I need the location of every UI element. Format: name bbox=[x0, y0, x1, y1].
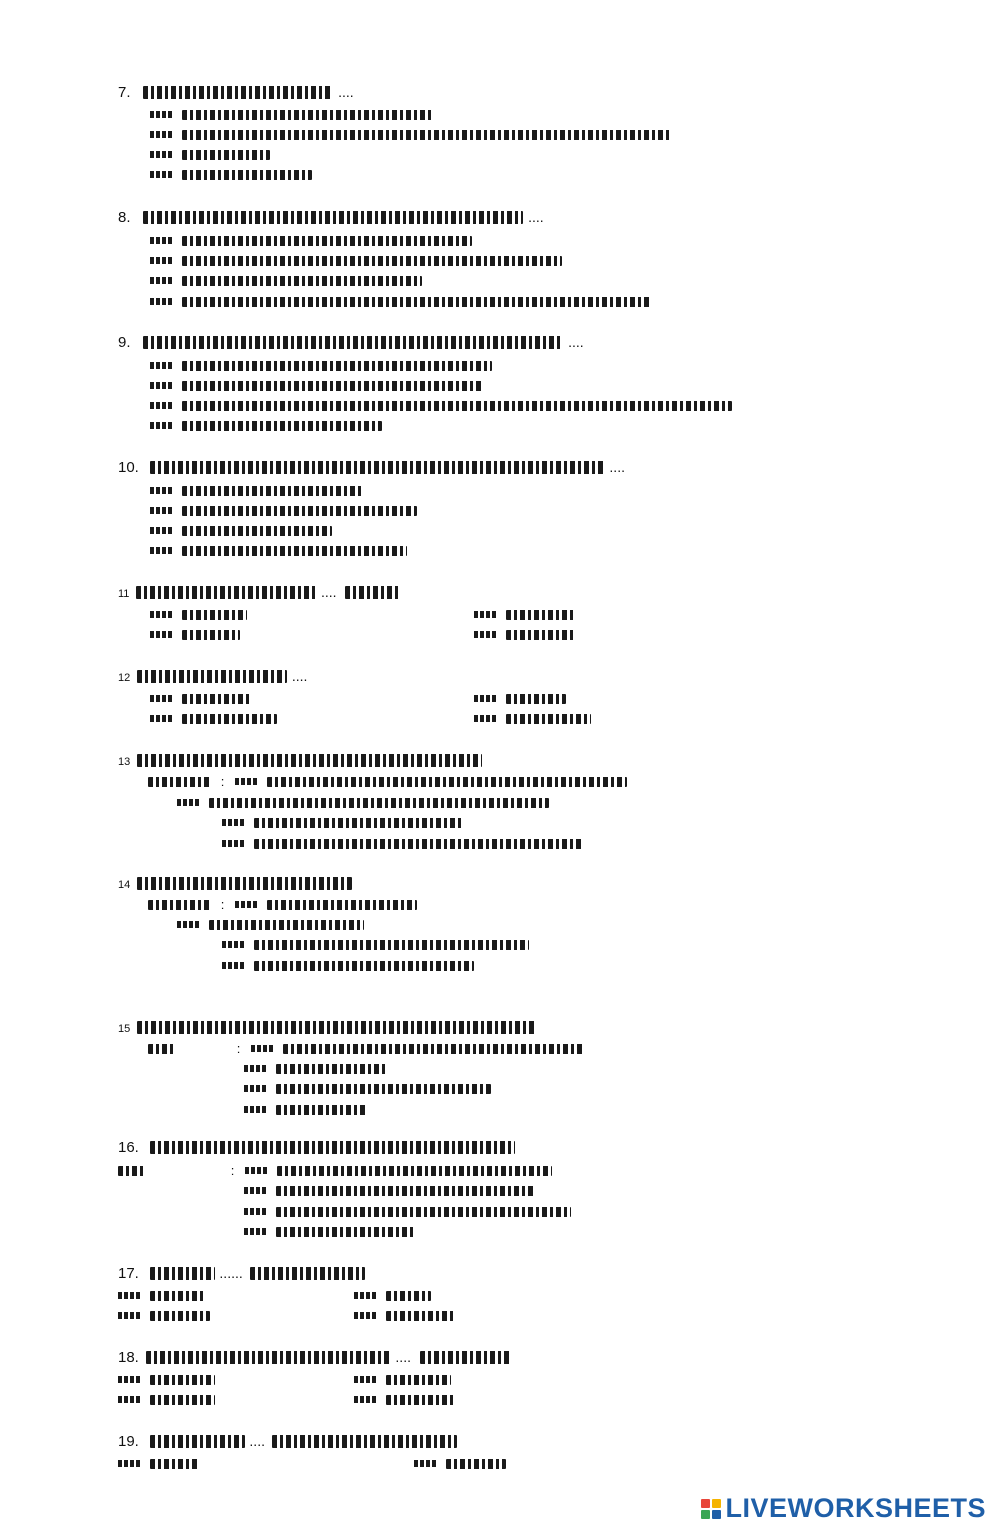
option-line[interactable] bbox=[150, 415, 382, 435]
script-text bbox=[506, 630, 576, 640]
option-marker bbox=[245, 1167, 267, 1174]
blank-ellipsis: .... bbox=[609, 459, 625, 475]
script-text bbox=[150, 1459, 198, 1469]
option-marker bbox=[150, 382, 172, 389]
option-marker bbox=[150, 402, 172, 409]
option-line[interactable] bbox=[150, 604, 247, 624]
question-number: 8. bbox=[118, 209, 131, 226]
option-line[interactable] bbox=[150, 688, 252, 708]
script-text bbox=[276, 1064, 386, 1074]
script-text bbox=[182, 546, 407, 556]
script-text bbox=[182, 486, 362, 496]
script-text bbox=[182, 130, 672, 140]
option-marker bbox=[150, 631, 172, 638]
option-marker bbox=[150, 507, 172, 514]
script-text bbox=[506, 714, 591, 724]
script-text bbox=[267, 900, 417, 910]
option-line[interactable] bbox=[150, 355, 492, 375]
option-line[interactable] bbox=[244, 1058, 386, 1078]
option-marker bbox=[150, 237, 172, 244]
blank-ellipsis: ...... bbox=[219, 1265, 243, 1281]
option-line[interactable] bbox=[222, 812, 464, 832]
question-stem bbox=[118, 1263, 365, 1283]
option-line[interactable] bbox=[150, 164, 312, 184]
option-line[interactable] bbox=[222, 934, 529, 954]
option-line[interactable] bbox=[150, 230, 472, 250]
option-line[interactable] bbox=[150, 480, 362, 500]
script-text bbox=[137, 670, 287, 683]
option-line[interactable] bbox=[118, 1160, 552, 1180]
option-line[interactable] bbox=[150, 395, 732, 415]
option-line[interactable] bbox=[150, 291, 652, 311]
colon-separator: : bbox=[236, 1041, 241, 1056]
script-text bbox=[272, 1435, 457, 1448]
option-line[interactable] bbox=[148, 1038, 583, 1058]
option-line[interactable] bbox=[118, 1369, 215, 1389]
option-line[interactable] bbox=[148, 771, 627, 791]
option-marker bbox=[150, 547, 172, 554]
option-marker bbox=[118, 1396, 140, 1403]
script-text bbox=[506, 694, 566, 704]
option-marker bbox=[118, 1312, 140, 1319]
question-number: 17. bbox=[118, 1265, 139, 1282]
script-text bbox=[137, 877, 352, 890]
option-marker bbox=[354, 1376, 376, 1383]
script-text bbox=[254, 940, 529, 950]
blank-ellipsis: .... bbox=[395, 1349, 411, 1365]
option-line[interactable] bbox=[244, 1099, 366, 1119]
question-stem bbox=[118, 1017, 537, 1037]
script-text bbox=[182, 401, 732, 411]
question-number: 12 bbox=[118, 672, 131, 684]
option-marker bbox=[150, 111, 172, 118]
script-text bbox=[150, 1435, 245, 1448]
option-line[interactable] bbox=[150, 540, 407, 560]
script-text bbox=[182, 170, 312, 180]
question-stem bbox=[118, 1137, 515, 1157]
script-text bbox=[182, 256, 562, 266]
script-text bbox=[182, 361, 492, 371]
script-text bbox=[150, 461, 605, 474]
option-line[interactable] bbox=[150, 624, 240, 644]
question-number: 11 bbox=[118, 588, 130, 600]
option-marker bbox=[414, 1460, 436, 1467]
option-line[interactable] bbox=[354, 1369, 451, 1389]
option-line[interactable] bbox=[150, 104, 432, 124]
blank-ellipsis: .... bbox=[568, 334, 584, 350]
option-line[interactable] bbox=[354, 1305, 456, 1325]
option-marker bbox=[118, 1292, 140, 1299]
option-line[interactable] bbox=[414, 1453, 506, 1473]
option-line[interactable] bbox=[150, 375, 482, 395]
question-stem bbox=[118, 82, 354, 102]
option-line[interactable] bbox=[474, 604, 576, 624]
option-marker bbox=[474, 611, 496, 618]
option-line[interactable] bbox=[150, 270, 422, 290]
colon-separator: : bbox=[220, 897, 225, 912]
option-marker bbox=[150, 422, 172, 429]
option-line[interactable] bbox=[177, 792, 549, 812]
question-stem bbox=[118, 457, 625, 477]
option-marker bbox=[150, 362, 172, 369]
option-marker bbox=[150, 487, 172, 494]
question-stem bbox=[118, 750, 482, 770]
colon-separator: : bbox=[230, 1163, 235, 1178]
blank-ellipsis: .... bbox=[249, 1433, 265, 1449]
option-marker bbox=[222, 962, 244, 969]
script-text bbox=[276, 1227, 416, 1237]
option-line[interactable] bbox=[118, 1389, 215, 1409]
option-line[interactable] bbox=[150, 500, 417, 520]
option-line[interactable] bbox=[244, 1180, 534, 1200]
script-text bbox=[277, 1166, 552, 1176]
option-marker bbox=[150, 151, 172, 158]
option-line[interactable] bbox=[118, 1305, 210, 1325]
option-marker bbox=[150, 171, 172, 178]
option-marker bbox=[244, 1106, 266, 1113]
script-text bbox=[137, 754, 482, 767]
script-text bbox=[148, 777, 210, 787]
option-marker bbox=[150, 277, 172, 284]
script-text bbox=[276, 1084, 491, 1094]
question-number: 13 bbox=[118, 756, 131, 768]
script-text bbox=[143, 211, 523, 224]
script-text bbox=[182, 150, 270, 160]
option-line[interactable] bbox=[474, 708, 591, 728]
option-marker bbox=[244, 1228, 266, 1235]
script-text bbox=[150, 1311, 210, 1321]
question-stem bbox=[118, 582, 400, 602]
option-marker bbox=[222, 941, 244, 948]
script-text bbox=[182, 236, 472, 246]
option-marker bbox=[150, 257, 172, 264]
option-line[interactable] bbox=[474, 688, 566, 708]
blank-ellipsis: .... bbox=[291, 668, 308, 684]
script-text bbox=[182, 297, 652, 307]
script-text bbox=[150, 1291, 205, 1301]
option-marker bbox=[474, 715, 496, 722]
script-text bbox=[182, 714, 277, 724]
option-line[interactable] bbox=[354, 1389, 454, 1409]
option-marker bbox=[118, 1460, 140, 1467]
blank-ellipsis: .... bbox=[338, 84, 354, 100]
script-text bbox=[209, 920, 364, 930]
question-stem bbox=[118, 666, 307, 686]
logo-square bbox=[701, 1510, 710, 1519]
option-line[interactable] bbox=[118, 1453, 198, 1473]
option-line[interactable] bbox=[244, 1221, 416, 1241]
option-marker bbox=[222, 819, 244, 826]
question-stem bbox=[118, 207, 544, 227]
option-marker bbox=[235, 901, 257, 908]
option-marker bbox=[150, 131, 172, 138]
liveworksheets-logo-icon bbox=[701, 1499, 721, 1519]
script-text bbox=[276, 1207, 571, 1217]
script-text bbox=[150, 1267, 215, 1280]
script-text bbox=[118, 1166, 144, 1176]
option-marker bbox=[244, 1187, 266, 1194]
script-text bbox=[182, 110, 432, 120]
option-line[interactable] bbox=[148, 894, 417, 914]
option-line[interactable] bbox=[244, 1201, 571, 1221]
liveworksheets-brand[interactable] bbox=[701, 1493, 986, 1524]
option-marker bbox=[354, 1396, 376, 1403]
script-text bbox=[506, 610, 576, 620]
option-line[interactable] bbox=[474, 624, 576, 644]
question-stem bbox=[118, 1431, 457, 1451]
option-line[interactable] bbox=[244, 1078, 491, 1098]
script-text bbox=[182, 506, 417, 516]
option-line[interactable] bbox=[150, 708, 277, 728]
logo-square bbox=[701, 1499, 710, 1508]
script-text bbox=[182, 610, 247, 620]
script-text bbox=[150, 1375, 215, 1385]
script-text bbox=[146, 1351, 391, 1364]
option-marker bbox=[150, 715, 172, 722]
logo-square bbox=[712, 1510, 721, 1519]
script-text bbox=[283, 1044, 583, 1054]
script-text bbox=[386, 1395, 454, 1405]
option-marker bbox=[354, 1292, 376, 1299]
option-marker bbox=[244, 1208, 266, 1215]
question-number: 15 bbox=[118, 1023, 131, 1035]
option-line[interactable] bbox=[150, 144, 270, 164]
question-stem bbox=[118, 1347, 510, 1367]
option-marker bbox=[244, 1085, 266, 1092]
script-text bbox=[148, 1044, 174, 1054]
script-text bbox=[182, 526, 332, 536]
script-text bbox=[150, 1395, 215, 1405]
script-text bbox=[182, 630, 240, 640]
script-text bbox=[386, 1375, 451, 1385]
question-number: 18. bbox=[118, 1349, 139, 1366]
brand-name: LIVEWORKSHEETS bbox=[725, 1493, 986, 1523]
script-text bbox=[254, 961, 474, 971]
script-text bbox=[446, 1459, 506, 1469]
option-marker bbox=[244, 1065, 266, 1072]
option-line[interactable] bbox=[222, 833, 584, 853]
option-marker bbox=[354, 1312, 376, 1319]
option-marker bbox=[150, 527, 172, 534]
option-marker bbox=[150, 695, 172, 702]
script-text bbox=[345, 586, 400, 599]
script-text bbox=[182, 381, 482, 391]
blank-ellipsis: .... bbox=[528, 209, 544, 225]
option-marker bbox=[474, 631, 496, 638]
question-stem bbox=[118, 332, 584, 352]
question-number: 9. bbox=[118, 334, 131, 351]
script-text bbox=[150, 1141, 515, 1154]
script-text bbox=[254, 818, 464, 828]
script-text bbox=[182, 276, 422, 286]
option-marker bbox=[177, 921, 199, 928]
option-marker bbox=[474, 695, 496, 702]
script-text bbox=[143, 336, 563, 349]
script-text bbox=[386, 1291, 431, 1301]
script-text bbox=[276, 1105, 366, 1115]
option-line[interactable] bbox=[118, 1285, 205, 1305]
colon-separator: : bbox=[220, 774, 225, 789]
option-marker bbox=[177, 799, 199, 806]
option-line[interactable] bbox=[150, 520, 332, 540]
question-number: 10. bbox=[118, 459, 139, 476]
script-text bbox=[137, 1021, 537, 1034]
option-line[interactable] bbox=[177, 914, 364, 934]
question-number: 7. bbox=[118, 84, 131, 101]
option-marker bbox=[235, 778, 257, 785]
option-line[interactable] bbox=[354, 1285, 431, 1305]
script-text bbox=[386, 1311, 456, 1321]
script-text bbox=[267, 777, 627, 787]
question-number: 19. bbox=[118, 1433, 139, 1450]
script-text bbox=[148, 900, 210, 910]
script-text bbox=[182, 694, 252, 704]
question-number: 14 bbox=[118, 879, 131, 891]
option-marker bbox=[150, 298, 172, 305]
blank-ellipsis: .... bbox=[320, 584, 337, 600]
question-number: 16. bbox=[118, 1139, 139, 1156]
option-marker bbox=[150, 611, 172, 618]
option-line[interactable] bbox=[222, 955, 474, 975]
option-line[interactable] bbox=[150, 124, 672, 144]
option-marker bbox=[118, 1376, 140, 1383]
option-marker bbox=[251, 1045, 273, 1052]
script-text bbox=[276, 1186, 534, 1196]
script-text bbox=[143, 86, 333, 99]
script-text bbox=[254, 839, 584, 849]
script-text bbox=[250, 1267, 365, 1280]
script-text bbox=[182, 421, 382, 431]
question-stem bbox=[118, 873, 352, 893]
logo-square bbox=[712, 1499, 721, 1508]
script-text bbox=[209, 798, 549, 808]
script-text bbox=[420, 1351, 510, 1364]
script-text bbox=[136, 586, 316, 599]
option-line[interactable] bbox=[150, 250, 562, 270]
option-marker bbox=[222, 840, 244, 847]
